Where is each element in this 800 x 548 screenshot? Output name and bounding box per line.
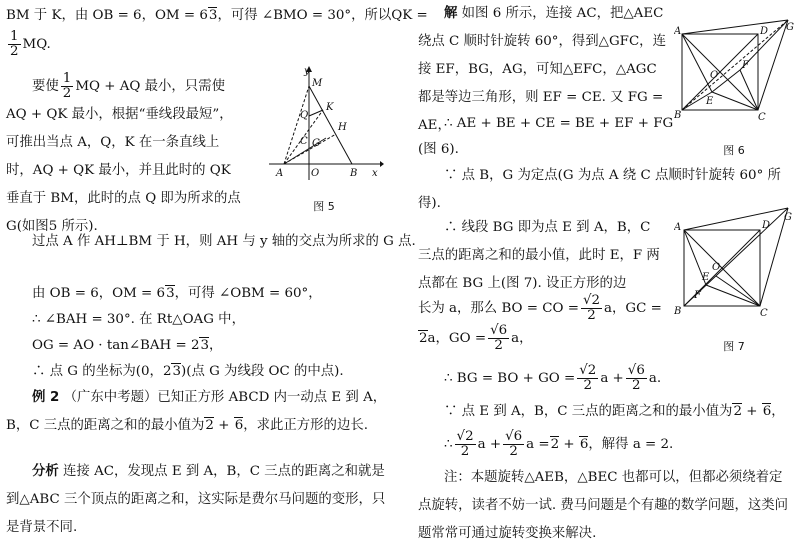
text-line: ∴ BG = BO + GO = $\frac{√2}{2}$ a + $\frac{√6}{2}$ a. [444, 363, 662, 393]
figure-5-diagram [264, 64, 384, 182]
label-o: O [710, 70, 719, 81]
label-d: D [760, 26, 769, 37]
figure-7 [674, 204, 794, 353]
label-b: B [674, 306, 682, 317]
paragraph-text: AQ + QK 最小，根据“垂线段最短”，可推出当点 A，Q，K 在一条直线上时，AQ + QK 最小，并且此时的 QK 垂直于 BM，此时的点 Q 即为所求的点 G(如图5 所示). [6, 107, 241, 234]
solution-text: 如图 6 所示，连接 AC，把△AEC 绕点 C 顺时针旋转 60°，得到△GFC，连接 EF，BG，AG，可知△EFC，△AGC 都是等边三角形，则 EF = CE. 又 FG = AE， [418, 6, 666, 133]
label-b: B [674, 110, 682, 121]
text-line: $\frac{1}{2}$ MQ. [10, 29, 51, 59]
label-o: O [712, 262, 721, 273]
segment-ae [682, 34, 712, 92]
analysis-label: 分析 [32, 464, 59, 479]
fraction: $\frac{1}{2}$ [62, 71, 72, 101]
example-paragraph: 例 2 （广东中考题）已知正方形 ABCD 内一动点 E 到 A，B，C 三点的距离之和的最小值为2 + 6，求此正方形的边长. [6, 390, 387, 433]
label-e: E [706, 96, 714, 107]
label-c: C [300, 136, 308, 147]
label-d: D [762, 220, 771, 231]
figure-5-caption: 图 5 [313, 200, 335, 213]
fraction: $\frac{1}{2}$ [10, 29, 19, 59]
text-line: OG = AO · tan∠BAH = 23， [32, 338, 223, 353]
label-b: B [350, 168, 358, 179]
note-paragraph: 注：本题旋转△AEB，△BEC 也都可以，但都必须绕着定点旋转，读者不妨一试. 费马问题是个有趣的数学问题，这类问题常常可通过旋转变换来解决. [418, 470, 789, 541]
figure-7-caption: 图 7 [723, 340, 745, 353]
figure-6-caption: 图 6 [723, 144, 745, 157]
text-line: 2a，GO = $\frac{√6}{2}$ a， [419, 323, 533, 353]
fraction: $\frac{√6}{2}$ [627, 363, 645, 393]
figure-7-diagram [674, 204, 794, 322]
solution-label: 解 [444, 6, 458, 21]
label-m: M [312, 78, 323, 89]
label-a: A [674, 26, 682, 37]
example-label: 例 2 [32, 390, 60, 405]
text-line: ∴ $\frac{√2}{2}$ a + $\frac{√6}{2}$ a =2 + 6，解得 a = 2. [444, 429, 674, 459]
label-e: E [702, 272, 710, 283]
x-axis-arrow-icon [380, 161, 384, 167]
text-line: BM 于 K，由 OB = 6，OM = 63，可得 ∠BMO = 30°，所以QK = [6, 8, 428, 23]
segment-ag [684, 208, 788, 230]
paragraph: ∴ 线段 BG 即为点 E 到 A，B，C 三点的距离之和的最小值，此时 E，F 两点都在 BG 上(图 7). 设正方形的边 [418, 220, 660, 291]
text-line: 由 OB = 6，OM = 63，可得 ∠OBM = 60°， [32, 286, 322, 301]
fraction: $\frac{√2}{2}$ [582, 293, 601, 323]
text-line: ∴ AE + BE + CE = BE + EF + FG [444, 116, 674, 131]
text-line: 长为 a，那么 BO = CO = $\frac{√2}{2}$ a，GC = [418, 293, 662, 323]
label-q: Q [300, 110, 309, 121]
fraction: $\frac{√2}{2}$ [579, 363, 597, 393]
label-c: C [758, 112, 766, 123]
label-k: K [326, 102, 334, 113]
figure-6 [674, 18, 794, 157]
segment-ag [682, 20, 788, 34]
fraction: $\frac{√6}{2}$ [505, 429, 523, 459]
label-y: y [304, 66, 310, 77]
figure-5 [264, 64, 384, 213]
analysis-text: 连接 AC，发现点 E 到 A，B，C 三点的距离之和就是到△ABC 三个顶点的距离之和，这实际是费尔马问题的变形，只是背景不同. [6, 464, 386, 535]
label-c: C [760, 308, 768, 319]
figure-6-diagram [674, 18, 794, 126]
label-g: G [786, 22, 794, 33]
analysis-paragraph [6, 458, 388, 542]
example-text: （广东中考题）已知正方形 ABCD 内一动点 E 到 A，B，C 三点的距离之和的最小值为 [6, 390, 387, 433]
segment-am [284, 86, 309, 164]
text-line: ∵ 点 E 到 A，B，C 三点的距离之和的最小值为2 + 6， [444, 404, 785, 419]
text-line: ∵ 点 B，G 为定点(G 为点 A 绕 C 点顺时针旋转 60° 所得). [418, 168, 781, 211]
label-f: F [742, 60, 749, 71]
label-o: O [311, 168, 320, 179]
label-g: G [784, 212, 792, 223]
label-h: H [338, 122, 347, 133]
label-f: F [694, 290, 701, 301]
label-a: A [674, 222, 682, 233]
text-line: (图 6). [418, 142, 459, 157]
paragraph [6, 72, 244, 241]
fraction: $\frac{√6}{2}$ [490, 323, 508, 353]
label-a: A [276, 168, 284, 179]
text-line: ∴ 点 G 的坐标为(0，23)(点 G 为线段 OC 的中点). [32, 364, 344, 379]
fraction: $\frac{√2}{2}$ [456, 429, 474, 459]
text-line: 过点 A 作 AH⊥BM 于 H，则 AH 与 y 轴的交点为所求的 G 点. [32, 234, 416, 249]
text-line: 要使 $\frac{1}{2}$ MQ + AQ 最小，只需使 [32, 71, 225, 101]
label-g: G [312, 138, 320, 149]
label-x: x [372, 168, 378, 179]
text-line: ∴ ∠BAH = 30°. 在 Rt△OAG 中， [32, 312, 245, 327]
